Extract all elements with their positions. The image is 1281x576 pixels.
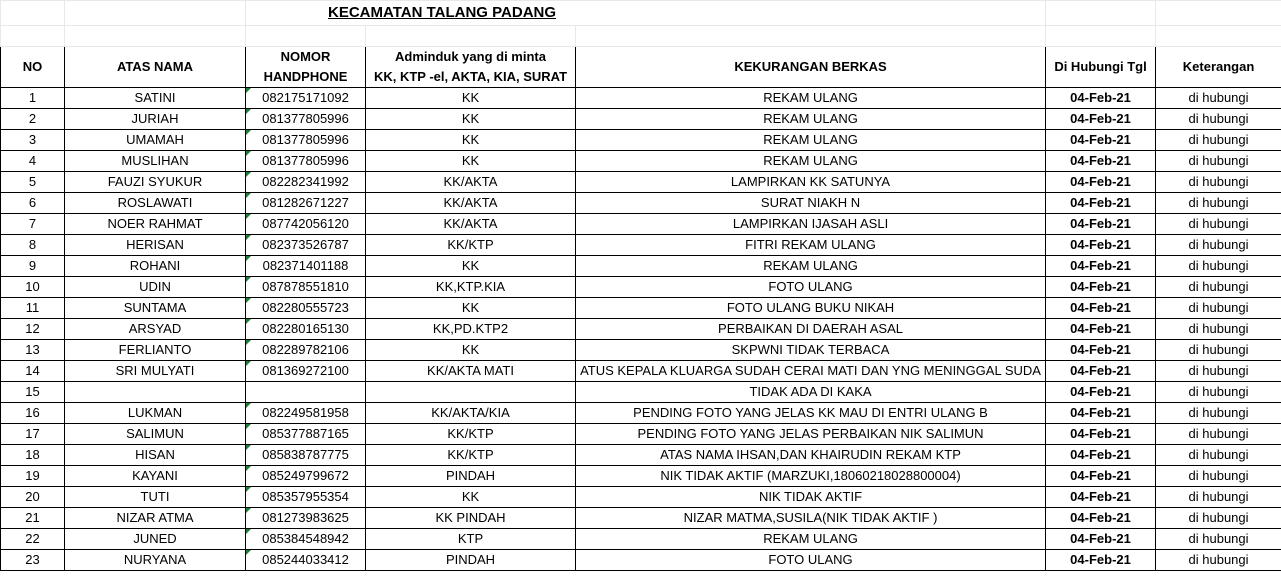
cell-atas-nama[interactable]: ROSLAWATI	[65, 193, 246, 214]
cell-no[interactable]: 4	[1, 151, 65, 172]
cell-kekurangan-berkas[interactable]: ATAS NAMA IHSAN,DAN KHAIRUDIN REKAM KTP	[576, 445, 1046, 466]
cell-nomor-handphone[interactable]: 085357955354	[246, 487, 366, 508]
cell-keterangan[interactable]: di hubungi	[1156, 193, 1281, 214]
cell-no[interactable]: 12	[1, 319, 65, 340]
header-dihubungi-tgl[interactable]: Di Hubungi Tgl	[1046, 47, 1156, 88]
header-nomor[interactable]: NOMOR	[246, 47, 366, 68]
cell-keterangan[interactable]: di hubungi	[1156, 172, 1281, 193]
cell-atas-nama[interactable]: SATINI	[65, 88, 246, 109]
cell[interactable]	[1156, 1, 1281, 26]
cell-dihubungi-tgl[interactable]: 04-Feb-21	[1046, 466, 1156, 487]
cell-atas-nama[interactable]: NOER RAHMAT	[65, 214, 246, 235]
header-adminduk-types[interactable]: KK, KTP -el, AKTA, KIA, SURAT	[366, 67, 576, 88]
cell-keterangan[interactable]: di hubungi	[1156, 403, 1281, 424]
cell-no[interactable]: 7	[1, 214, 65, 235]
cell-keterangan[interactable]: di hubungi	[1156, 256, 1281, 277]
cell-dihubungi-tgl[interactable]: 04-Feb-21	[1046, 445, 1156, 466]
table-row	[1, 298, 1281, 319]
cell-keterangan[interactable]: di hubungi	[1156, 529, 1281, 550]
cell-no[interactable]: 20	[1, 487, 65, 508]
cell-dihubungi-tgl[interactable]: 04-Feb-21	[1046, 277, 1156, 298]
cell-kekurangan-berkas[interactable]: FOTO ULANG	[576, 277, 1046, 298]
cell-atas-nama[interactable]: JUNED	[65, 529, 246, 550]
table-row	[1, 235, 1281, 256]
cell-keterangan[interactable]: di hubungi	[1156, 550, 1281, 571]
cell-keterangan[interactable]: di hubungi	[1156, 361, 1281, 382]
table-row	[1, 529, 1281, 550]
cell[interactable]	[366, 26, 576, 47]
cell-kekurangan-berkas[interactable]: REKAM ULANG	[576, 88, 1046, 109]
cell-adminduk[interactable]: KK	[366, 298, 576, 319]
table-row	[1, 550, 1281, 571]
cell-adminduk[interactable]: KK	[366, 487, 576, 508]
cell-kekurangan-berkas[interactable]: REKAM ULANG	[576, 529, 1046, 550]
cell-keterangan[interactable]: di hubungi	[1156, 88, 1281, 109]
cell-keterangan[interactable]: di hubungi	[1156, 487, 1281, 508]
table-row	[1, 445, 1281, 466]
cell-adminduk[interactable]: KK	[366, 88, 576, 109]
cell-no[interactable]: 15	[1, 382, 65, 403]
cell-kekurangan-berkas[interactable]: REKAM ULANG	[576, 151, 1046, 172]
cell-no[interactable]: 3	[1, 130, 65, 151]
cell-nomor-handphone[interactable]: 082280555723	[246, 298, 366, 319]
cell[interactable]	[1, 1, 65, 26]
cell-kekurangan-berkas[interactable]: LAMPIRKAN KK SATUNYA	[576, 172, 1046, 193]
cell-no[interactable]: 14	[1, 361, 65, 382]
cell-atas-nama[interactable]: NIZAR ATMA	[65, 508, 246, 529]
cell-adminduk[interactable]: KK/AKTA/KIA	[366, 403, 576, 424]
cell-dihubungi-tgl[interactable]: 04-Feb-21	[1046, 382, 1156, 403]
cell-dihubungi-tgl[interactable]: 04-Feb-21	[1046, 487, 1156, 508]
cell-no[interactable]: 19	[1, 466, 65, 487]
table-row	[1, 256, 1281, 277]
cell-dihubungi-tgl[interactable]: 04-Feb-21	[1046, 424, 1156, 445]
table-row	[1, 109, 1281, 130]
cell-nomor-handphone[interactable]: 081377805996	[246, 109, 366, 130]
cell-kekurangan-berkas[interactable]: REKAM ULANG	[576, 109, 1046, 130]
cell-adminduk[interactable]: PINDAH	[366, 550, 576, 571]
header-handphone[interactable]: HANDPHONE	[246, 67, 366, 88]
cell-no[interactable]: 13	[1, 340, 65, 361]
cell-kekurangan-berkas[interactable]: NIZAR MATMA,SUSILA(NIK TIDAK AKTIF )	[576, 508, 1046, 529]
cell-adminduk[interactable]	[366, 382, 576, 403]
table-row	[1, 403, 1281, 424]
cell-adminduk[interactable]: PINDAH	[366, 466, 576, 487]
cell[interactable]	[1156, 26, 1281, 47]
cell-dihubungi-tgl[interactable]: 04-Feb-21	[1046, 172, 1156, 193]
cell-dihubungi-tgl[interactable]: 04-Feb-21	[1046, 361, 1156, 382]
cell-kekurangan-berkas[interactable]: SKPWNI TIDAK TERBACA	[576, 340, 1046, 361]
cell[interactable]	[1, 26, 65, 47]
cell-kekurangan-berkas[interactable]: TIDAK ADA DI KAKA	[576, 382, 1046, 403]
table-row	[1, 424, 1281, 445]
cell-kekurangan-berkas[interactable]: FOTO ULANG BUKU NIKAH	[576, 298, 1046, 319]
cell-dihubungi-tgl[interactable]: 04-Feb-21	[1046, 550, 1156, 571]
cell-no[interactable]: 8	[1, 235, 65, 256]
table-row	[1, 193, 1281, 214]
cell-keterangan[interactable]: di hubungi	[1156, 109, 1281, 130]
cell-kekurangan-berkas[interactable]: SURAT NIAKH N	[576, 193, 1046, 214]
cell-nomor-handphone[interactable]: 087878551810	[246, 277, 366, 298]
cell-nomor-handphone[interactable]: 085838787775	[246, 445, 366, 466]
cell-adminduk[interactable]: KK/AKTA	[366, 193, 576, 214]
cell-dihubungi-tgl[interactable]: 04-Feb-21	[1046, 214, 1156, 235]
cell-nomor-handphone[interactable]: 082373526787	[246, 235, 366, 256]
cell-atas-nama[interactable]: HISAN	[65, 445, 246, 466]
cell-nomor-handphone[interactable]: 085377887165	[246, 424, 366, 445]
cell-dihubungi-tgl[interactable]: 04-Feb-21	[1046, 403, 1156, 424]
cell-no[interactable]: 23	[1, 550, 65, 571]
cell-keterangan[interactable]: di hubungi	[1156, 424, 1281, 445]
header-adminduk[interactable]: Adminduk yang di minta	[366, 47, 576, 68]
cell-adminduk[interactable]: KK/AKTA	[366, 214, 576, 235]
cell-keterangan[interactable]: di hubungi	[1156, 277, 1281, 298]
cell-keterangan[interactable]: di hubungi	[1156, 466, 1281, 487]
table-row	[1, 151, 1281, 172]
cell-keterangan[interactable]: di hubungi	[1156, 319, 1281, 340]
cell-atas-nama[interactable]: UDIN	[65, 277, 246, 298]
sheet-title[interactable]: KECAMATAN TALANG PADANG	[246, 1, 1046, 26]
cell-adminduk[interactable]: KK,PD.KTP2	[366, 319, 576, 340]
cell-no[interactable]: 22	[1, 529, 65, 550]
cell-no[interactable]: 2	[1, 109, 65, 130]
cell-dihubungi-tgl[interactable]: 04-Feb-21	[1046, 319, 1156, 340]
cell-atas-nama[interactable]: MUSLIHAN	[65, 151, 246, 172]
cell-keterangan[interactable]: di hubungi	[1156, 445, 1281, 466]
cell-dihubungi-tgl[interactable]: 04-Feb-21	[1046, 151, 1156, 172]
cell-nomor-handphone[interactable]: 082371401188	[246, 256, 366, 277]
cell-atas-nama[interactable]: NURYANA	[65, 550, 246, 571]
table-row	[1, 319, 1281, 340]
cell-keterangan[interactable]: di hubungi	[1156, 340, 1281, 361]
table-row	[1, 466, 1281, 487]
cell-nomor-handphone[interactable]: 081369272100	[246, 361, 366, 382]
cell-dihubungi-tgl[interactable]: 04-Feb-21	[1046, 193, 1156, 214]
cell-nomor-handphone[interactable]: 085384548942	[246, 529, 366, 550]
cell-adminduk[interactable]: KK,KTP.KIA	[366, 277, 576, 298]
cell-adminduk[interactable]: KK/KTP	[366, 424, 576, 445]
cell-dihubungi-tgl[interactable]: 04-Feb-21	[1046, 298, 1156, 319]
cell-nomor-handphone[interactable]: 082289782106	[246, 340, 366, 361]
table-row	[1, 214, 1281, 235]
cell-nomor-handphone[interactable]: 081273983625	[246, 508, 366, 529]
header-no[interactable]: NO	[1, 47, 65, 88]
cell-keterangan[interactable]: di hubungi	[1156, 298, 1281, 319]
cell[interactable]	[246, 26, 366, 47]
cell-atas-nama[interactable]: JURIAH	[65, 109, 246, 130]
cell-atas-nama[interactable]: UMAMAH	[65, 130, 246, 151]
cell-dihubungi-tgl[interactable]: 04-Feb-21	[1046, 508, 1156, 529]
cell-kekurangan-berkas[interactable]: REKAM ULANG	[576, 130, 1046, 151]
cell-dihubungi-tgl[interactable]: 04-Feb-21	[1046, 109, 1156, 130]
cell-adminduk[interactable]: KK	[366, 109, 576, 130]
header-kekurangan-berkas[interactable]: KEKURANGAN BERKAS	[576, 47, 1046, 88]
table-row	[1, 361, 1281, 382]
cell-dihubungi-tgl[interactable]: 04-Feb-21	[1046, 130, 1156, 151]
header-keterangan[interactable]: Keterangan	[1156, 47, 1281, 88]
cell-adminduk[interactable]: KK	[366, 340, 576, 361]
cell-atas-nama[interactable]: FERLIANTO	[65, 340, 246, 361]
cell-nomor-handphone[interactable]	[246, 382, 366, 403]
table-row	[1, 130, 1281, 151]
cell-keterangan[interactable]: di hubungi	[1156, 130, 1281, 151]
cell-kekurangan-berkas[interactable]: NIK TIDAK AKTIF (MARZUKI,18060218028800004)	[576, 466, 1046, 487]
table-row	[1, 340, 1281, 361]
cell-dihubungi-tgl[interactable]: 04-Feb-21	[1046, 529, 1156, 550]
cell-kekurangan-berkas[interactable]: ATUS KEPALA KLUARGA SUDAH CERAI MATI DAN YNG MENINGGAL SUDA	[576, 361, 1046, 382]
table-row	[1, 382, 1281, 403]
cell-keterangan[interactable]: di hubungi	[1156, 151, 1281, 172]
cell-atas-nama[interactable]	[65, 382, 246, 403]
cell-atas-nama[interactable]: KAYANI	[65, 466, 246, 487]
cell-no[interactable]: 5	[1, 172, 65, 193]
cell-keterangan[interactable]: di hubungi	[1156, 235, 1281, 256]
cell-nomor-handphone[interactable]: 082282341992	[246, 172, 366, 193]
cell[interactable]	[576, 26, 1046, 47]
cell-keterangan[interactable]: di hubungi	[1156, 508, 1281, 529]
cell-nomor-handphone[interactable]: 082280165130	[246, 319, 366, 340]
table-row	[1, 88, 1281, 109]
cell-kekurangan-berkas[interactable]: PENDING FOTO YANG JELAS KK MAU DI ENTRI ULANG B	[576, 403, 1046, 424]
cell-nomor-handphone[interactable]: 082249581958	[246, 403, 366, 424]
cell-dihubungi-tgl[interactable]: 04-Feb-21	[1046, 235, 1156, 256]
cell-atas-nama[interactable]: SALIMUN	[65, 424, 246, 445]
header-atas-nama[interactable]: ATAS NAMA	[65, 47, 246, 88]
cell-adminduk[interactable]: KK	[366, 130, 576, 151]
cell-dihubungi-tgl[interactable]: 04-Feb-21	[1046, 340, 1156, 361]
cell-adminduk[interactable]: KK/KTP	[366, 235, 576, 256]
cell-adminduk[interactable]: KK	[366, 256, 576, 277]
cell-no[interactable]: 11	[1, 298, 65, 319]
cell-kekurangan-berkas[interactable]: PERBAIKAN DI DAERAH ASAL	[576, 319, 1046, 340]
cell-kekurangan-berkas[interactable]: REKAM ULANG	[576, 256, 1046, 277]
cell-no[interactable]: 16	[1, 403, 65, 424]
cell-dihubungi-tgl[interactable]: 04-Feb-21	[1046, 88, 1156, 109]
cell-atas-nama[interactable]: ARSYAD	[65, 319, 246, 340]
cell-no[interactable]: 21	[1, 508, 65, 529]
cell-atas-nama[interactable]: FAUZI SYUKUR	[65, 172, 246, 193]
cell-no[interactable]: 17	[1, 424, 65, 445]
cell-no[interactable]: 10	[1, 277, 65, 298]
cell-nomor-handphone[interactable]: 081377805996	[246, 130, 366, 151]
cell-atas-nama[interactable]: SRI MULYATI	[65, 361, 246, 382]
cell-adminduk[interactable]: KK PINDAH	[366, 508, 576, 529]
cell-nomor-handphone[interactable]: 081282671227	[246, 193, 366, 214]
cell-nomor-handphone[interactable]: 082175171092	[246, 88, 366, 109]
cell-adminduk[interactable]: KK/AKTA MATI	[366, 361, 576, 382]
cell-kekurangan-berkas[interactable]: NIK TIDAK AKTIF	[576, 487, 1046, 508]
table-row	[1, 172, 1281, 193]
cell-no[interactable]: 9	[1, 256, 65, 277]
cell-adminduk[interactable]: KK/AKTA	[366, 172, 576, 193]
cell-atas-nama[interactable]: HERISAN	[65, 235, 246, 256]
cell[interactable]	[1046, 1, 1156, 26]
table-row	[1, 508, 1281, 529]
cell-no[interactable]: 1	[1, 88, 65, 109]
cell[interactable]	[65, 1, 246, 26]
cell-kekurangan-berkas[interactable]: PENDING FOTO YANG JELAS PERBAIKAN NIK SALIMUN	[576, 424, 1046, 445]
cell-nomor-handphone[interactable]: 085249799672	[246, 466, 366, 487]
cell-atas-nama[interactable]: TUTI	[65, 487, 246, 508]
cell[interactable]	[1046, 26, 1156, 47]
cell-no[interactable]: 6	[1, 193, 65, 214]
table-row	[1, 487, 1281, 508]
cell-dihubungi-tgl[interactable]: 04-Feb-21	[1046, 256, 1156, 277]
cell-keterangan[interactable]: di hubungi	[1156, 382, 1281, 403]
cell-atas-nama[interactable]: ROHANI	[65, 256, 246, 277]
cell-kekurangan-berkas[interactable]: LAMPIRKAN IJASAH ASLI	[576, 214, 1046, 235]
cell-kekurangan-berkas[interactable]: FOTO ULANG	[576, 550, 1046, 571]
cell-nomor-handphone[interactable]: 087742056120	[246, 214, 366, 235]
cell-adminduk[interactable]: KK/KTP	[366, 445, 576, 466]
cell-no[interactable]: 18	[1, 445, 65, 466]
cell-atas-nama[interactable]: SUNTAMA	[65, 298, 246, 319]
cell-adminduk[interactable]: KK	[366, 151, 576, 172]
cell-nomor-handphone[interactable]: 081377805996	[246, 151, 366, 172]
cell-keterangan[interactable]: di hubungi	[1156, 214, 1281, 235]
cell[interactable]	[65, 26, 246, 47]
cell-nomor-handphone[interactable]: 085244033412	[246, 550, 366, 571]
cell-adminduk[interactable]: KTP	[366, 529, 576, 550]
cell-atas-nama[interactable]: LUKMAN	[65, 403, 246, 424]
table-row	[1, 277, 1281, 298]
cell-kekurangan-berkas[interactable]: FITRI REKAM ULANG	[576, 235, 1046, 256]
